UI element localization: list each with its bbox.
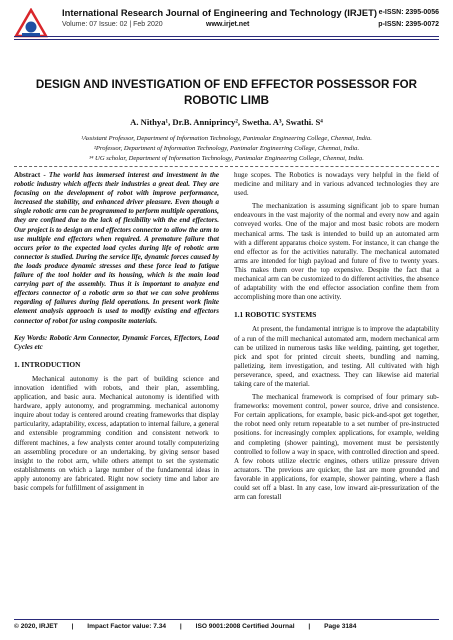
footer-impact-factor: Impact Factor value: 7.34	[87, 623, 167, 630]
affiliation-1: ¹Assistant Professor, Department of Information Technology, Panimalar Engineering College, Chennai, India.	[81, 135, 372, 142]
p-issn: p-ISSN: 2395-0072	[378, 21, 439, 28]
journal-header	[0, 0, 453, 62]
affiliation-3: ³⁴ UG scholar, Department of Information Technology, Panimalar Engineering College, Chennai, India.	[89, 155, 364, 162]
keywords	[14, 334, 219, 352]
right-column	[234, 171, 439, 506]
header-rule-bottom	[14, 39, 439, 40]
author-list: A. Nithya¹, Dr.B. Anniprincy², Swetha. A³, Swathi. S⁴	[130, 117, 323, 127]
footer-page-number: Page 3184	[324, 623, 357, 630]
paragraph-1: huge scopes. The Robotics is nowadays very helpful in the field of medicine and military and in various advanced technologies they are used.	[234, 171, 439, 198]
abstract-text: The world has immersed interest and investment in the robotic industry which affects their industries a great deal. They are focusing on the development of robot with improve performance, increased the stability, and enhanced driver pleasure. Even though a single robotic arm can be programmed to perform multiple operations, they are confined due to the lack of flexibility with the end effectors. Our project is to design an end effectors connector to allow the arm to use multiple end effectors when required. A premature failure that occurs prior to the expected load cycles during life of robotic arm connector is studied. During the service life, dynamic forces caused by the loads produce dynamic stresses and these force lead to fatigue failure of the tool holder and its housing, which is the main load carrying part of the assembly. Thus it is important to analyze end effectors connector of a robotic arm so that we can solve problems regarding of failures during field operations. In present work finite element analysis approach is used to modify existing end effectors connector of robot for using composite materials.	[14, 171, 219, 325]
keywords-label: Key Words:	[14, 333, 48, 342]
affiliation-2: ²Professor, Department of Information Technology, Panimalar Engineering College, Chennai, India.	[93, 145, 360, 152]
footer-divider: |	[308, 623, 311, 630]
section-separator	[14, 166, 439, 167]
footer-copyright: © 2020, IRJET	[14, 623, 58, 630]
paragraph-3: At present, the fundamental intrigue is to improve the adaptability of a run of the mill mechanical automated arm, modern mechanical arm can be utilized in numerous tasks like welding, painting, get together, pick and spot for printed circuit sheets, bundling and naming, palletizing, item investigation, and testing. All cultivated with high perseverance, speed, and exactness. They can likewise aid material taking care of the material.	[234, 325, 439, 388]
paragraph-2: The mechanization is assuming significant job to spare human endeavours in the vast majority of the normal and every now and again conveyed works. One of the major and most basic robots are modern mechanical arms. The task is intended to build up an automated arm with a different apparatus choice system. For instance, it can change the end effector as for the activities naturally. The mechanical automated arms are intended for high payload and future of five to twenty years. This makes them over the top expensive. Despite the fact that a mechanical arm can be customized to do different activities, the absence of adaptability with the end effector association confine them from accomplishing more than one activity.	[234, 202, 439, 302]
paper-title: DESIGN AND INVESTIGATION OF END EFFECTOR POSSESSOR FOR ROBOTIC LIMB	[35, 78, 418, 107]
footer-iso: ISO 9001:2008 Certified Journal	[195, 623, 295, 630]
e-issn: e-ISSN: 2395-0056	[378, 9, 439, 16]
journal-title: International Research Journal of Engineering and Technology (IRJET)	[62, 7, 377, 18]
footer-rule	[14, 619, 439, 620]
page-footer	[14, 623, 439, 630]
introduction-heading: 1. INTRODUCTION	[14, 359, 81, 369]
header-rule-top	[14, 36, 439, 37]
introduction-paragraph: Mechanical autonomy is the part of building science and innovation identified with robots, and their plan, assembling, application, and basic aura. Mechanical autonomy is identified with hardware, apply autonomy, and programming. mechanical autonomy inquire about today is centered around creating frameworks that display particularity, adaptability, excess, adaptation to internal failure, a general and extensible programming condition and consistent network to different machines, a few analysts center around totally computerizing an assembling procedure or an undertaking, by giving sensor based insight to the robot arm, while others attempt to set the systematic establishments on which a large number of the fundamental ideas in apply autonomy are fabricated. Right now society time and labor are basic compels for fulfillment of assignment in	[14, 374, 219, 492]
paragraph-4: The mechanical framework is comprised of four primary sub-frameworks: movement control, power source, drive and consistence. For certain applications, for example, basic pick-and-spot get together, the robot need only return repeatable to a set number of pre-instructed positions. for increasingly complex applications, for example, welding and completing (shower painting), movement must be persistently controlled to follow a way in space, with controlled direction and speed. A few robots utilize electric engines, others utilize pressure driven actuators. The previous are quicker, the last are more grounded and favorable in applications, for example, shower painting, where a flash could set off a blast. In any case, low inward air-pressurization of the arm can forestall	[234, 393, 439, 502]
keywords-text: Robotic Arm Connector, Dynamic Forces, Effectors, Load Cycles etc	[14, 333, 219, 351]
volume-issue: Volume: 07 Issue: 02 | Feb 2020	[62, 21, 163, 28]
abstract-label: Abstract -	[14, 171, 46, 179]
left-column	[14, 171, 219, 497]
robotic-systems-heading: 1.1 ROBOTIC SYSTEMS	[234, 310, 317, 320]
footer-divider: |	[71, 623, 74, 630]
footer-divider: |	[179, 623, 182, 630]
irjet-logo-icon	[14, 8, 48, 38]
abstract	[14, 171, 219, 326]
journal-website: www.irjet.net	[206, 21, 250, 28]
